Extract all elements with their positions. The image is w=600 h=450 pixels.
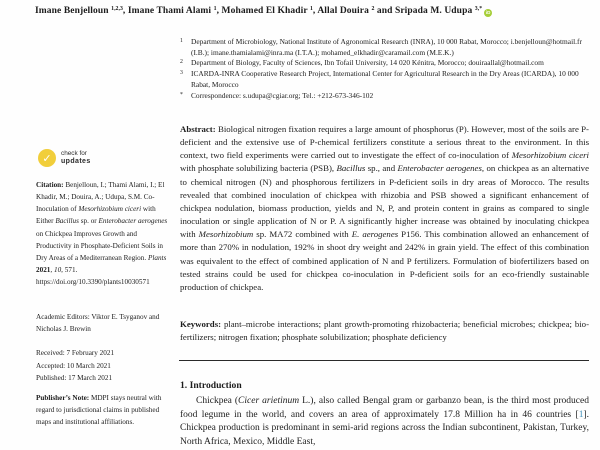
correspondence-text: Correspondence: s.udupa@cgiar.org; Tel.: +212-673-346-102 xyxy=(191,90,374,100)
author-names xyxy=(35,6,482,16)
affiliation-marker: * xyxy=(180,91,183,98)
text-segment: , Mohamed El Khadir xyxy=(216,6,310,16)
text-segment: Bacillus xyxy=(55,217,79,226)
text-segment: 1,2,3 xyxy=(111,6,123,13)
text-segment: , Imane Thami Alami xyxy=(122,6,214,16)
text-segment: Plants xyxy=(147,253,167,262)
text-segment: 3,* xyxy=(474,6,483,13)
text-segment: MDPI stays neutral with regard to jurisdictional claims in published maps and institutional affiliations. xyxy=(36,394,162,426)
introduction-heading: 1. Introduction xyxy=(180,380,242,391)
introduction-paragraph xyxy=(180,395,589,449)
text-segment: Enterobacter aerogenes xyxy=(98,217,168,226)
article-dates xyxy=(36,347,169,385)
text-segment: Abstract: xyxy=(180,124,218,134)
text-segment: with Either xyxy=(36,205,156,226)
affiliation-text: ICARDA-INRA Cooperative Research Project, International Center for Agricultural Research in the Dry Areas (ICARDA), 10 000 Rabat, Morocco xyxy=(191,69,579,89)
text-segment: 10 xyxy=(53,266,62,275)
badge-line2: updates xyxy=(61,158,91,165)
text-segment: Imane Benjelloun xyxy=(35,6,112,16)
text-segment: Keywords: xyxy=(180,319,224,329)
text-segment: Cicer arietinum xyxy=(238,396,300,406)
check-for-updates-badge[interactable] xyxy=(38,149,91,167)
text-segment: P156. This combination allowed an enhancement of more than 270% in nodulation, 192% in shoot dry weight and 242% in grain yield. The effect of this combination was equivalent to the effect of combined application of N and P fertilizers. Formulation of biofertilizers based on tested strains could be used for chickpea co-inoculation in P-deficient soils for an eco-friendly sustainable production of chickpea. xyxy=(180,229,589,292)
text-segment: sp. or xyxy=(78,217,99,226)
text-segment: Benjelloun, I.; Thami Alami, I.; El Khadir, M.; Douira, A.; Udupa, S.M. Co-Inoculation of xyxy=(36,181,165,214)
affiliation-text: Department of Microbiology, National Institute of Agronomical Research (INRA), 10 000 Rabat, Morocco; i.benjelloun@hotmail.fr (I.B.); imane.thamialami@inra.ma (I.T.A.); mohamed_elkhadir@caramail.com (M.E.K.) xyxy=(191,37,582,57)
affiliation-marker: 3 xyxy=(180,70,183,77)
text-segment: Publisher’s Note: xyxy=(36,394,91,402)
orcid-icon[interactable]: iD xyxy=(485,10,491,15)
text-segment: , xyxy=(50,266,54,275)
affiliation-item xyxy=(180,58,592,69)
text-segment: Mesorhizobium ciceri xyxy=(511,150,589,161)
text-segment: on Chickpea Improves Growth and Productivity in Phosphate-Deficient Soils in Dry Areas of a Mediterranean Region. xyxy=(36,229,163,262)
reference-link[interactable]: 1 xyxy=(578,409,584,420)
text-segment: sp. MA72 combined with xyxy=(253,229,352,240)
text-segment: and Sripada M. Udupa xyxy=(374,6,475,16)
abstract-paragraph xyxy=(180,123,589,294)
text-segment: 1 xyxy=(213,6,217,13)
text-segment: , on chickpea as an alternative to chemical nitrogen (N) and phosphorous fertilizers in P-deficient soils in dry areas of Morocco. The results revealed that combined inoculation of chickpea with rhizobia and PSB showed a significant enhancement of chickpea nodulation, biomass production, yields and N, P, and protein content in grains as compared to single inoculation or single application of N or P. A significantly higher increase was obtained by inoculating chickpea with xyxy=(180,163,589,240)
text-segment: L.), also called Bengal gram or garbanzo bean, is the third most produced food legume in the world, and covers an area of approximately 17.8 Million ha in 46 countries [ xyxy=(180,396,589,420)
text-segment: Bacillus xyxy=(336,163,366,174)
author-line xyxy=(35,6,583,17)
section-divider xyxy=(179,360,589,361)
academic-editors: Academic Editors: Viktor E. Tsyganov and Nicholas J. Brewin xyxy=(36,313,160,333)
text-segment: , 571. https://doi.org/10.3390/plants10030571 xyxy=(36,266,150,287)
text-segment: 2021 xyxy=(36,266,51,275)
check-icon: ✓ xyxy=(38,149,56,167)
text-segment: Enterobacter aerogenes xyxy=(397,163,482,174)
text-segment: Citation: xyxy=(36,181,66,189)
text-segment: 2 xyxy=(371,6,375,13)
text-segment: sp., and xyxy=(365,163,398,174)
text-segment: ]. Chickpea production is predominant in semi-arid regions across the Indian subcontinent, Pakistan, Turkey, North Africa, Mexico, Middle East, xyxy=(180,409,589,447)
check-for-updates-label xyxy=(61,150,91,165)
badge-line1: check for xyxy=(61,150,87,158)
published-date: Published: 17 March 2021 xyxy=(36,374,113,383)
accepted-date: Accepted: 10 March 2021 xyxy=(36,361,111,370)
keywords-paragraph xyxy=(180,318,589,344)
text-segment: with phosphate solubilizing bacteria (PSB), xyxy=(180,163,337,174)
citation-block xyxy=(36,179,169,288)
affiliation-marker: 1 xyxy=(180,38,183,44)
received-date: Received: 7 February 2021 xyxy=(36,349,115,357)
text-segment: Mesorhizobium ciceri xyxy=(78,205,142,214)
affiliation-item xyxy=(180,37,592,58)
text-segment: E. aerogenes xyxy=(351,229,399,240)
affiliation-marker: 2 xyxy=(180,59,183,66)
affiliation-list xyxy=(180,37,592,101)
affiliation-text: Department of Biology, Faculty of Sciences, Ibn Tofail University, 14 020 Kénitra, Morocco; douiraallal@hotmail.com xyxy=(191,58,544,68)
affiliation-item xyxy=(180,91,592,102)
text-segment: Mesorhizobium xyxy=(198,229,254,240)
text-segment: Biological nitrogen fixation requires a large amount of phosphorus (P). However, most of the soils are P-deficient and the extensive use of P-chemical fertilizers constitute a serious threat to the environment. In this context, two field experiments were carried out to investigate the effect of co-inoculation of xyxy=(180,124,589,161)
text-segment: , Allal Douira xyxy=(312,6,372,16)
text-segment: 1 xyxy=(309,6,313,13)
affiliation-item xyxy=(180,69,592,90)
publishers-note xyxy=(36,393,173,429)
text-segment: plant–microbe interactions; plant growth-promoting rhizobacteria; beneficial microbes; chickpea; bio-fertilizers; nitrogen fixation; phosphate solubilization; phosphate deficiency xyxy=(180,319,589,342)
text-segment: Chickpea ( xyxy=(196,396,239,406)
